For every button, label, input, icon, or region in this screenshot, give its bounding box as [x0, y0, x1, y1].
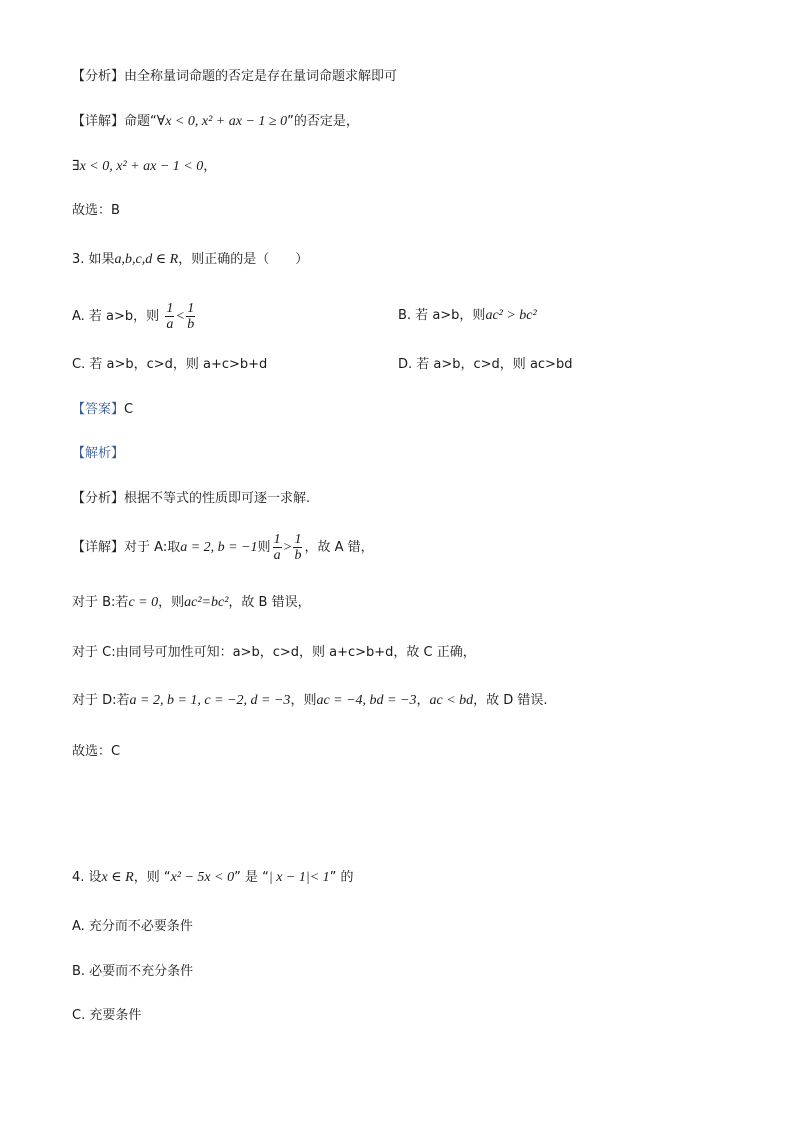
answer-value: C [124, 402, 134, 417]
stem-mid-1: ，则 “ [133, 870, 171, 885]
q3-detail-c: 对于 C:由同号可加性可知：a>b，c>d，则 a+c>b+d，故 C 正确， [72, 645, 476, 660]
detail-b-math-1: c = 0 [128, 595, 159, 610]
detail-d-math-3: ac < bd [429, 693, 474, 708]
q3-analysis-line [72, 489, 310, 509]
q3-answer [72, 400, 133, 420]
detail-b-mid: ，则 [158, 595, 185, 610]
detail-a-pre: 对于 A:取 [124, 540, 181, 555]
stem-pre: 3. 如果 [72, 252, 115, 267]
option-b-math: ac² > bc² [485, 308, 537, 323]
q3-option-a [72, 300, 197, 334]
option-a-operator: < [176, 309, 185, 324]
q3-stem [72, 250, 308, 270]
q3-detail-d [72, 691, 548, 711]
detail-d-math-2: ac = −4, bd = −3 [316, 693, 417, 708]
q4-stem [72, 868, 354, 888]
q4-option-a: A. 充分而不必要条件 [72, 919, 193, 934]
q4-option-b: B. 必要而不充分条件 [72, 964, 194, 979]
detail-tag: 【详解】 [72, 540, 125, 555]
stem-math-3: | x − 1|< 1 [268, 870, 330, 885]
q3-option-b [398, 306, 537, 326]
stem-mid-2: ” 是 “ [234, 870, 269, 885]
detail-b-math-2: ac²=bc² [184, 595, 229, 610]
stem-pre: 4. 设 [72, 870, 102, 885]
answer-tag: 【答案】 [72, 402, 125, 417]
detail-a-fraction-2: $\frac{1}{b}$ [294, 532, 302, 563]
q2-choose: 故选：B [72, 203, 120, 218]
q3-jiexi-tag: 【解析】 [72, 446, 125, 461]
detail-d-math-1: a = 2, b = 1, c = −2, d = −3 [129, 693, 291, 708]
detail-d-sep: ， [416, 693, 430, 708]
stem-math-2: x² − 5x < 0 [170, 870, 235, 885]
q2-analysis-line [72, 67, 397, 87]
q3-choose: 故选：C [72, 744, 121, 759]
detail-post: ”的否定是， [287, 114, 359, 129]
detail-a-then: 则 [257, 540, 271, 555]
detail-d-mid: ，则 [290, 693, 317, 708]
detail-d-pre: 对于 D:若 [72, 693, 130, 708]
q3-option-d: D. 若 a>b，c>d，则 ac>bd [398, 357, 573, 372]
option-a-fraction-1: $\frac{1}{a}$ [166, 301, 174, 332]
proposition-math: ∀x < 0, x² + ax − 1 ≥ 0 [156, 114, 288, 129]
analysis-tag: 【分析】 [72, 491, 125, 506]
detail-a-fraction-1: $\frac{1}{a}$ [273, 532, 281, 563]
detail-b-pre: 对于 B:若 [72, 595, 129, 610]
detail-tag: 【详解】 [72, 114, 125, 129]
q3-detail-a [72, 531, 374, 565]
stem-math-1: x ∈ R [101, 870, 134, 885]
analysis-text: 根据不等式的性质即可逐一求解. [124, 491, 311, 506]
option-b-pre: B. 若 a>b，则 [398, 308, 486, 323]
detail-a-operator: > [283, 540, 292, 555]
analysis-text: 由全称量词命题的否定是存在量词命题求解即可 [124, 69, 398, 84]
stem-post: ” 的 [329, 870, 354, 885]
negation-math: ∃x < 0, x² + ax − 1 < 0 [72, 159, 204, 174]
detail-a-math: a = 2, b = −1 [180, 540, 258, 555]
detail-pre: 命题“ [124, 114, 157, 129]
detail-d-post: ，故 D 错误. [473, 693, 548, 708]
option-a-pre: A. 若 a>b，则 [72, 309, 160, 324]
stem-post: ，则正确的是（ ） [178, 252, 309, 267]
q4-option-c: C. 充要条件 [72, 1008, 142, 1023]
q2-negation-line [72, 157, 216, 177]
q3-option-c: C. 若 a>b，c>d，则 a+c>b+d [72, 357, 268, 372]
detail-b-post: ，故 B 错误， [228, 595, 311, 610]
stem-math: a,b,c,d ∈ R [114, 252, 179, 267]
detail-a-post: ，故 A 错， [304, 540, 374, 555]
option-a-fraction-2: $\frac{1}{b}$ [187, 301, 195, 332]
analysis-tag: 【分析】 [72, 69, 125, 84]
q2-detail-line [72, 112, 359, 132]
negation-suffix: ， [203, 159, 217, 174]
q3-detail-b [72, 593, 311, 613]
